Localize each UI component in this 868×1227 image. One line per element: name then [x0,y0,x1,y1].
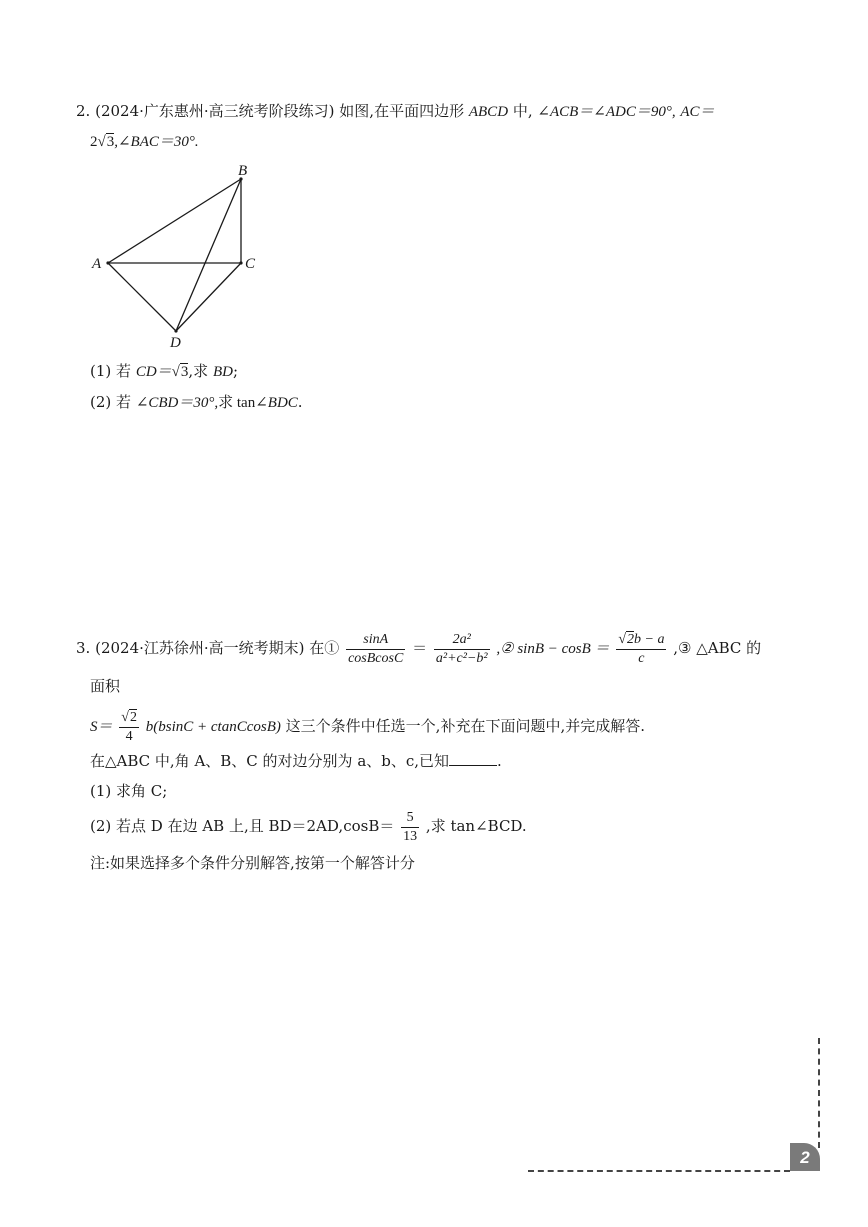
q3-note: 注:如果选择多个条件分别解答,按第一个解答计分 [90,854,415,872]
q3-sub2-ask: ,求 tan∠BCD. [425,817,527,835]
q3-sub2-prefix: (2) 若点 D 在边 AB 上,且 BD＝2AD,cosB＝ [90,817,395,835]
q2-text-2: 中, [512,102,533,120]
q2-sub1-prefix: (1) 若 [90,362,132,380]
q2-sub1-end: ; [232,362,239,380]
q3-stem-end: . [497,752,502,770]
q2-sqrt: 3 [106,134,115,150]
label-d: D [170,335,181,350]
q2-text: 如图,在平面四边形 [339,102,465,120]
q2-sub1-sqrt: 3 [180,364,189,380]
q2-sub2-ask: 求 tan [218,395,256,411]
area-s: S＝ [90,719,113,735]
q2-sub1-bd: BD [212,364,233,380]
q2-sub2-angle: ∠CBD＝30°, [135,395,219,411]
q2-sub2-end: . [297,393,303,411]
q2-angle-condition: ∠ACB＝∠ADC＝90°, [537,104,676,120]
q2-line-2: 2√3,∠BAC＝30°. [90,134,199,150]
q2-sub2-prefix: (2) 若 [90,393,132,411]
label-c: C [245,256,256,272]
label-b: B [238,163,248,179]
q2-bac-angle: ,∠BAC＝30°. [114,134,199,150]
q2-coef: 2 [90,134,98,150]
fraction-2-den: a²+c²−b² [435,650,488,666]
q2-sub2 [90,392,303,413]
fraction-5-num: 5 [401,809,419,828]
fraction-2 [434,631,490,668]
q2-quadrilateral: ABCD [468,104,509,120]
fraction-1-num: sinA [346,631,405,650]
fraction-3-den: c [638,650,645,666]
q2-number: 2. [76,102,91,120]
q2-source: (2024·广东惠州·高三统考阶段练习) [95,102,335,120]
q3-sub1: (1) 求角 C; [90,782,168,800]
fraction-4: $\frac{√2}{4}$ [121,710,137,744]
q2-sub1: (1) 若 CD＝√3,求 BD; [90,362,239,380]
equals-sign: ＝ [412,641,428,657]
q2-sub1-ask: ,求 [188,362,209,380]
fraction-2-num: 2a² [434,631,490,650]
q2-sub1-cd: CD＝ [135,364,172,380]
fraction-3-sqrt: 2 [627,631,634,647]
q3-sub2 [90,806,527,846]
segment-dc [176,263,241,331]
page-number: 2 [790,1143,820,1171]
area-text: 这三个条件中任选一个,补充在下面问题中,并完成解答. [285,717,645,735]
fraction-5-den: 13 [403,828,418,844]
q3-text: 在① [309,639,340,657]
segment-ab [108,179,241,263]
q3-stem-text: 在△ABC 中,角 A、B、C 的对边分别为 a、b、c,已知 [90,752,450,770]
q3-line-1 [76,628,761,669]
q2-line-1 [76,101,715,122]
q2-ac: AC＝ [680,104,715,120]
fraction-1-den: cosBcosC [348,650,404,666]
fraction-5 [401,809,419,846]
q3-stem [90,751,502,771]
fraction-3: $\frac{√2b - a}{c}$ [618,631,665,666]
condition-3: ,③ △ABC 的 [673,639,762,657]
q3-source: (2024·江苏徐州·高一统考期末) [95,639,305,657]
q3-number: 3. [76,639,91,657]
q2-sub2-bdc: ∠BDC [255,395,298,411]
page-border-horizontal [528,1170,790,1172]
quadrilateral-figure [88,158,268,350]
page-border-vertical [818,1038,820,1148]
area-expression: b(bsinC + ctanCcosB) [145,719,281,735]
q3-line-3 [90,706,645,747]
fraction-3-num: b − a [634,631,665,647]
answer-blank[interactable] [449,751,497,766]
label-a: A [92,256,102,272]
segment-ad [108,263,176,331]
segment-bd [176,179,241,331]
fraction-1 [346,631,405,668]
fraction-4-sqrt: 2 [129,710,137,725]
q3-line-2: 面积 [90,677,121,695]
fraction-4-den: 4 [125,729,133,744]
condition-2: ,② sinB − cosB ＝ [496,641,610,657]
